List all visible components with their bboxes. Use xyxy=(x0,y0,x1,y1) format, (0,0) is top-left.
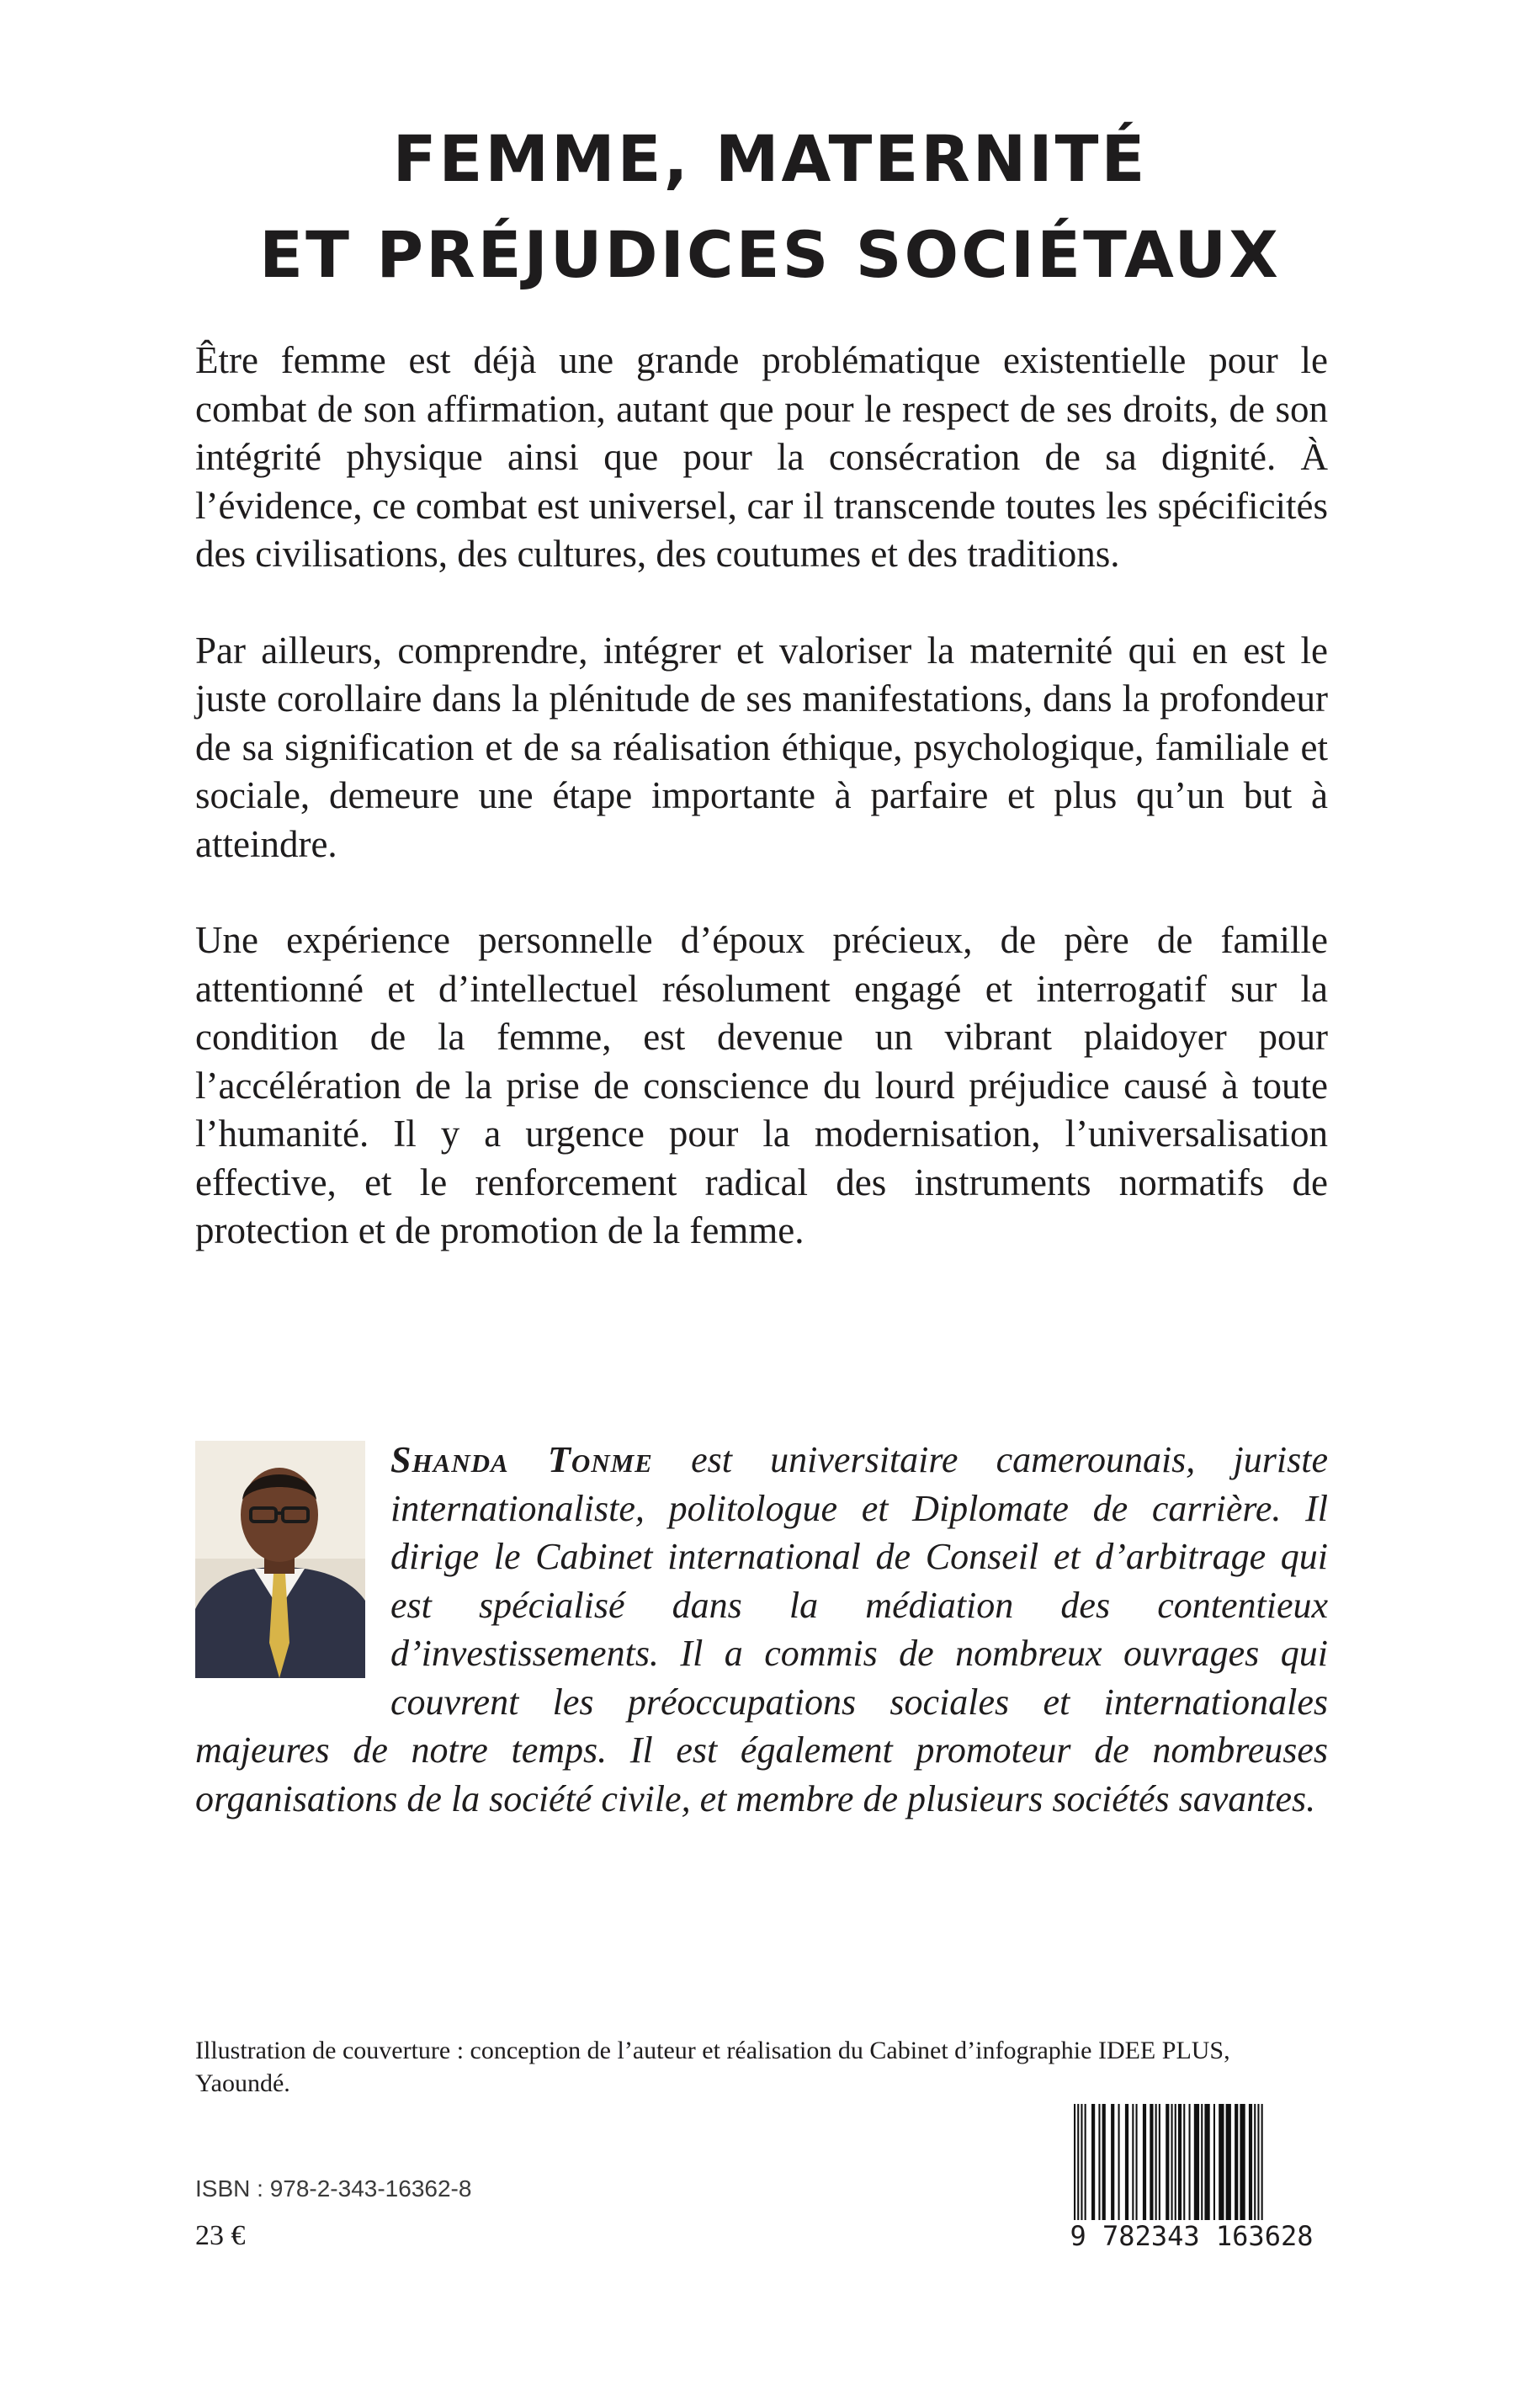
author-bio-text: est universitaire camerounais, juriste internationaliste, politologue et Diplomate de carrière. Il dirige le Cabinet international de Conseil et d’arbitrage qui est spécialisé dans la médiation des contentieux d’investissements. Il a commis de nombreux ouvrages qui couvrent les préoccupations sociales et internationales majeures de notre temps. Il est également promoteur de nombreuses organisations de la société civile, et membre de plusieurs sociétés savantes. xyxy=(195,1439,1328,1819)
isbn: ISBN : 978-2-343-16362-8 xyxy=(195,2175,472,2202)
price: 23 € xyxy=(195,2220,246,2251)
author-bio xyxy=(195,1436,1328,1823)
author-name: Shanda Tonme xyxy=(390,1439,653,1480)
cover-credit: Illustration de couverture : conception de l’auteur et réalisation du Cabinet d’infographie IDEE PLUS, Yaoundé. xyxy=(195,2037,1230,2097)
book-title-line-2: ET PRÉJUDICES SOCIÉTAUX xyxy=(259,217,1281,292)
author-photo xyxy=(195,1441,365,1678)
summary-paragraph-1: Être femme est déjà une grande problématique existentielle pour le combat de son affirmation, autant que pour le respect de ses droits, de son intégrité physique ainsi que pour la consécration de sa dignité. À l’évidence, ce combat est universel, car il transcende toutes les spécificités des civilisations, des cultures, des coutumes et des traditions. xyxy=(195,339,1328,575)
book-title-line-1: FEMME, MATERNITÉ xyxy=(392,121,1148,196)
book-title xyxy=(0,111,1540,303)
barcode-digits: 9 782343 163628 xyxy=(1049,2220,1335,2252)
summary-paragraph-2: Par ailleurs, comprendre, intégrer et valoriser la maternité qui en est le juste corollaire dans la plénitude de ses manifestations, dans la profondeur de sa signification et de sa réalisation éthique, psychologique, familiale et sociale, demeure une étape importante à parfaire et plus qu’un but à atteindre. xyxy=(195,629,1328,865)
summary-text xyxy=(195,337,1328,1304)
summary-paragraph-3: Une expérience personnelle d’époux précieux, de père de famille attentionné et d’intellectuel résolument engagé et interrogatif sur la condition de la femme, est devenue un vibrant plaidoyer pour l’accélération de la prise de conscience du lourd préjudice causé à toute l’humanité. Il y a urgence pour la modernisation, l’universalisation effective, et le renforcement radical des instruments normatifs de protection et de promotion de la femme. xyxy=(195,919,1328,1251)
